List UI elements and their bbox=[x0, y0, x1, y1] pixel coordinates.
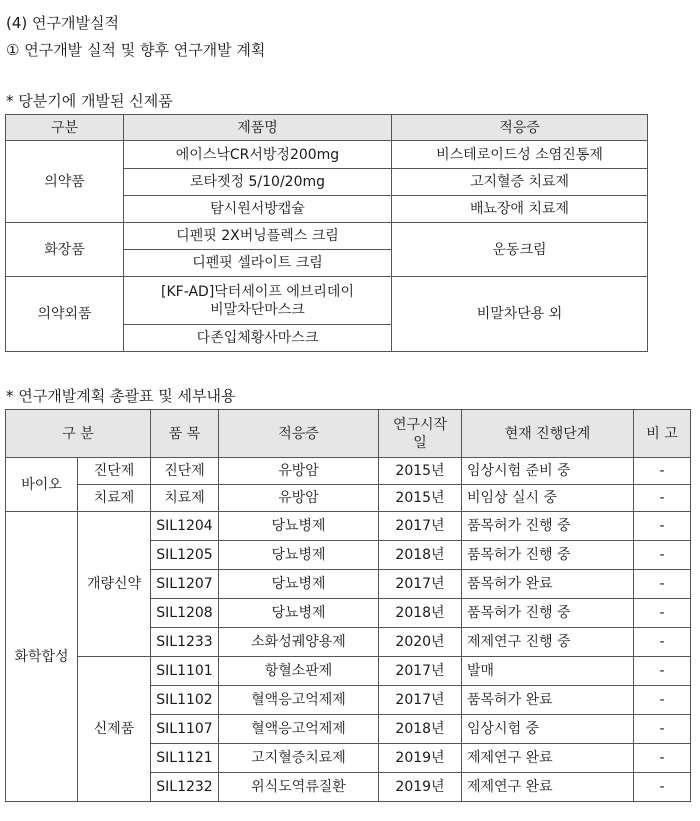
item: SIL1121 bbox=[151, 744, 219, 773]
note: - bbox=[634, 512, 691, 541]
start-year: 2017년 bbox=[379, 657, 462, 686]
start-year: 2017년 bbox=[379, 686, 462, 715]
indication: 고지혈증치료제 bbox=[219, 744, 379, 773]
indication: 위식도역류질환 bbox=[219, 773, 379, 802]
item: SIL1204 bbox=[151, 512, 219, 541]
header-note: 비 고 bbox=[634, 410, 691, 458]
subsection-heading: ① 연구개발 실적 및 향후 연구개발 계획 bbox=[6, 41, 266, 59]
header-division: 구 분 bbox=[6, 410, 151, 458]
header-indication: 적응증 bbox=[219, 410, 379, 458]
table2-title: * 연구개발계획 총괄표 및 세부내용 bbox=[6, 387, 236, 405]
item: SIL1232 bbox=[151, 773, 219, 802]
header-category: 구분 bbox=[6, 115, 124, 141]
product-name: 디펜핏 셀라이트 크림 bbox=[124, 250, 392, 277]
indication: 혈액응고억제제 bbox=[219, 686, 379, 715]
rd-plan-table bbox=[5, 409, 691, 802]
item: SIL1233 bbox=[151, 628, 219, 657]
item: SIL1208 bbox=[151, 599, 219, 628]
indication: 당뇨병제 bbox=[219, 541, 379, 570]
product-name bbox=[124, 277, 392, 325]
item: SIL1107 bbox=[151, 715, 219, 744]
stage: 임상시험 중 bbox=[462, 715, 634, 744]
indication: 운동크림 bbox=[392, 223, 648, 277]
note: - bbox=[634, 715, 691, 744]
category-drug: 의약품 bbox=[6, 141, 124, 223]
header-start-date bbox=[379, 410, 462, 458]
division-chemical: 화학합성 bbox=[6, 512, 78, 802]
indication: 고지혈증 치료제 bbox=[392, 169, 648, 196]
product-name: 에이스낙CR서방정200mg bbox=[124, 141, 392, 169]
header-stage: 현재 진행단계 bbox=[462, 410, 634, 458]
item: SIL1205 bbox=[151, 541, 219, 570]
header-start-date-line2: 일 bbox=[413, 434, 427, 451]
item: 진단제 bbox=[151, 458, 219, 485]
start-year: 2017년 bbox=[379, 570, 462, 599]
note: - bbox=[634, 458, 691, 485]
note: - bbox=[634, 628, 691, 657]
table1-title: * 당분기에 개발된 신제품 bbox=[6, 92, 173, 110]
header-indication: 적응증 bbox=[392, 115, 648, 141]
indication: 비말차단용 외 bbox=[392, 277, 648, 352]
sub-division-improved: 개량신약 bbox=[78, 512, 151, 657]
indication: 항혈소판제 bbox=[219, 657, 379, 686]
start-year: 2018년 bbox=[379, 715, 462, 744]
start-year: 2020년 bbox=[379, 628, 462, 657]
item: SIL1207 bbox=[151, 570, 219, 599]
sub-division: 치료제 bbox=[78, 485, 151, 512]
product-name-line2: 비말차단마스크 bbox=[210, 301, 305, 318]
note: - bbox=[634, 773, 691, 802]
category-cosmetics: 화장품 bbox=[6, 223, 124, 277]
stage: 품목허가 완료 bbox=[462, 686, 634, 715]
product-name-line1: [KF-AD]닥터세이프 에브리데이 bbox=[161, 283, 354, 300]
stage: 품목허가 완료 bbox=[462, 570, 634, 599]
indication: 혈액응고억제제 bbox=[219, 715, 379, 744]
header-product: 제품명 bbox=[124, 115, 392, 141]
new-products-table bbox=[5, 114, 648, 352]
start-year: 2017년 bbox=[379, 512, 462, 541]
indication: 유방암 bbox=[219, 458, 379, 485]
stage: 품목허가 진행 중 bbox=[462, 512, 634, 541]
start-year: 2015년 bbox=[379, 485, 462, 512]
section-heading: (4) 연구개발실적 bbox=[6, 14, 119, 32]
indication: 당뇨병제 bbox=[219, 599, 379, 628]
indication: 당뇨병제 bbox=[219, 570, 379, 599]
category-quasi-drug: 의약외품 bbox=[6, 277, 124, 352]
table-row bbox=[6, 512, 691, 541]
indication: 배뇨장애 치료제 bbox=[392, 196, 648, 223]
product-name: 탐시원서방캡슐 bbox=[124, 196, 392, 223]
indication: 소화성궤양용제 bbox=[219, 628, 379, 657]
indication: 비스테로이드성 소염진통제 bbox=[392, 141, 648, 169]
product-name: 다존입체황사마스크 bbox=[124, 325, 392, 352]
note: - bbox=[634, 570, 691, 599]
stage: 품목허가 진행 중 bbox=[462, 599, 634, 628]
start-year: 2019년 bbox=[379, 773, 462, 802]
sub-division: 진단제 bbox=[78, 458, 151, 485]
indication: 유방암 bbox=[219, 485, 379, 512]
start-year: 2019년 bbox=[379, 744, 462, 773]
stage: 품목허가 진행 중 bbox=[462, 541, 634, 570]
sub-division-new: 신제품 bbox=[78, 657, 151, 802]
stage: 임상시험 준비 중 bbox=[462, 458, 634, 485]
note: - bbox=[634, 599, 691, 628]
item: SIL1101 bbox=[151, 657, 219, 686]
note: - bbox=[634, 485, 691, 512]
indication: 당뇨병제 bbox=[219, 512, 379, 541]
product-name: 디펜핏 2X버닝플렉스 크림 bbox=[124, 223, 392, 250]
division-bio: 바이오 bbox=[6, 458, 78, 512]
header-start-date-line1: 연구시작 bbox=[392, 416, 448, 433]
stage: 제제연구 완료 bbox=[462, 744, 634, 773]
stage: 제제연구 완료 bbox=[462, 773, 634, 802]
stage: 비임상 실시 중 bbox=[462, 485, 634, 512]
product-name: 로타젯정 5/10/20mg bbox=[124, 169, 392, 196]
note: - bbox=[634, 541, 691, 570]
note: - bbox=[634, 657, 691, 686]
item: 치료제 bbox=[151, 485, 219, 512]
start-year: 2018년 bbox=[379, 599, 462, 628]
start-year: 2015년 bbox=[379, 458, 462, 485]
stage: 제제연구 진행 중 bbox=[462, 628, 634, 657]
note: - bbox=[634, 686, 691, 715]
stage: 발매 bbox=[462, 657, 634, 686]
table-row bbox=[6, 657, 691, 686]
start-year: 2018년 bbox=[379, 541, 462, 570]
item: SIL1102 bbox=[151, 686, 219, 715]
note: - bbox=[634, 744, 691, 773]
header-item: 품 목 bbox=[151, 410, 219, 458]
